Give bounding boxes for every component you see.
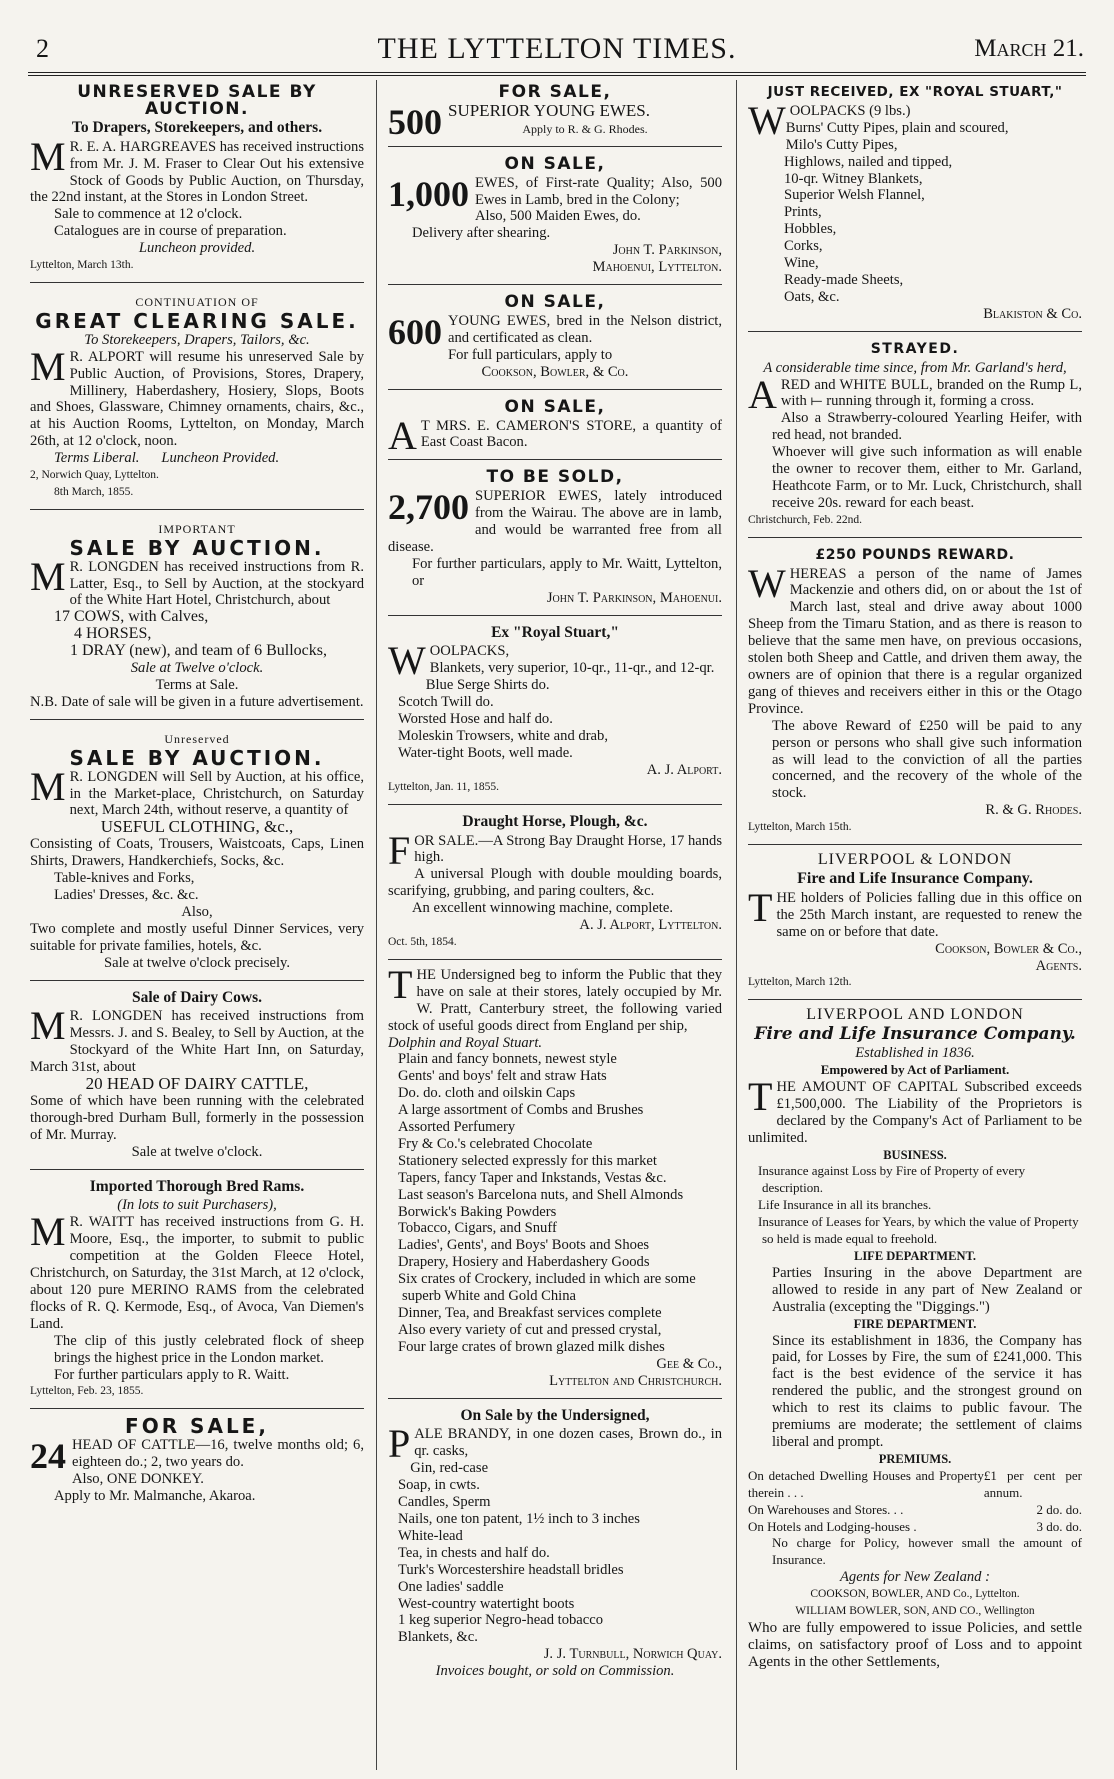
ad-heading: FOR SALE, xyxy=(498,82,612,102)
premium-rate: 2 do. do. xyxy=(1036,1501,1082,1517)
ad-item: Also every variety of cut and pressed crystal, xyxy=(398,1321,662,1338)
ad-item: Plain and fancy bonnets, newest style xyxy=(398,1051,617,1068)
drop-cap: M xyxy=(30,763,66,809)
ad-final-text: Who are fully empowered to issue Policies, and settle claims, on satisfactory proof of Loss and to appoint Agents in the other Settlements, xyxy=(748,1619,1082,1670)
premium-rate: £1 per cent per annum. xyxy=(983,1467,1082,1500)
ad-signature: A. J. Alport. xyxy=(646,761,722,778)
ad-2700-ewes xyxy=(388,465,722,610)
ad-heading: GREAT CLEARING SALE. xyxy=(35,308,359,333)
ad-line: The above Reward of £250 will be paid to any person or persons who shall give such information as will lead to the conviction of all the parties concerned, and the recovery of the whole of the stock. xyxy=(772,717,1082,802)
ad-draught-horse xyxy=(388,810,722,955)
ad-line: The clip of this justly celebrated flock of sheep brings the highest price in the London market. xyxy=(54,1332,364,1366)
ad-divider xyxy=(30,980,364,981)
agents-heading: Agents for New Zealand : xyxy=(840,1569,990,1586)
ad-body: R. WAITT has received instructions from G. H. Moore, Esq., the importer, to submit to public competition at the Golden Fleece Hotel, Christchurch, on Saturday, the 31st March, at 12 o'clock, about 120 pure MERINO RAMS from the celebrated flocks of R. Q. Kermode, Esq., of Avoca, Van Diemen's Land. xyxy=(30,1214,364,1332)
ad-body: HE AMOUNT OF CAPITAL Subscribed exceeds £1,500,000. The Liability of the Proprietors is declared by the Company's Act of Parliament to be unlimited. xyxy=(748,1078,1082,1146)
business-item: Insurance of Leases for Years, by which the value of Property so held is made equal to freehold. xyxy=(758,1214,1079,1247)
ad-item: Drapery, Hosiery and Haberdashery Goods xyxy=(398,1254,650,1271)
ad-heading: Draught Horse, Plough, &c. xyxy=(462,812,648,830)
ad-heading: LIVERPOOL AND LONDON xyxy=(806,1006,1024,1024)
ad-250-reward xyxy=(748,543,1082,840)
fire-heading: FIRE DEPARTMENT. xyxy=(853,1316,977,1331)
ad-longden-clothing xyxy=(30,725,364,976)
ad-divider xyxy=(30,509,364,510)
ad-hargreaves-auction xyxy=(30,80,364,278)
ad-item: 17 COWS, with Calves, xyxy=(54,608,209,626)
ad-heading: ON SALE, xyxy=(504,153,606,174)
ad-subheading: (In lots to suit Purchasers), xyxy=(117,1197,277,1214)
ad-divider xyxy=(388,284,722,285)
ad-line: For further particulars, apply to Mr. Waitt, Lyttelton, or xyxy=(412,555,722,589)
ad-line: Also a Strawberry-coloured Yearling Heifer, with red head, not branded. xyxy=(772,410,1082,444)
life-text: Parties Insuring in the above Department are allowed to reside in any part of New Zealand or Australia (excepting the "Diggings.") xyxy=(772,1264,1082,1315)
ad-item: Nails, one ton patent, 1½ inch to 3 inches xyxy=(398,1510,640,1527)
ad-heading: SALE BY AUCTION. xyxy=(69,535,325,560)
ad-item: A large assortment of Combs and Brushes xyxy=(398,1102,644,1119)
ad-divider xyxy=(748,999,1082,1000)
ad-gee-and-co xyxy=(388,961,722,1394)
big-number: 2,700 xyxy=(388,487,469,528)
ad-heading: TO BE SOLD, xyxy=(486,467,624,488)
ad-item: 1 keg superior Negro-head tobacco xyxy=(398,1612,604,1629)
ad-liverpool-policies xyxy=(748,850,1082,995)
ad-item: Hobbles, xyxy=(784,221,837,238)
ad-line: Two complete and mostly useful Dinner Services, very suitable for private families, hotels, &c. xyxy=(30,920,364,954)
business-item: Insurance against Loss by Fire of Property of every description. xyxy=(758,1163,1026,1196)
ad-heading: £250 POUNDS REWARD. xyxy=(815,546,1015,563)
ad-divider xyxy=(748,537,1082,538)
ad-dateline: Lyttelton, March 15th. xyxy=(748,821,852,834)
ad-item: 4 HORSES, xyxy=(74,625,152,643)
agent-line: COOKSON, BOWLER, AND Co., Lyttelton. xyxy=(810,1588,1020,1601)
ad-body: R. LONGDEN has received instructions from Messrs. J. and S. Bealey, to Sell by Auction, at the Stockyard of the White Hart Inn, on Saturday, March 31st, about xyxy=(30,1008,364,1076)
ad-luncheon: Luncheon Provided. xyxy=(161,450,280,467)
big-number: 1,000 xyxy=(388,173,469,214)
ad-item: West-country watertight boots xyxy=(398,1595,575,1612)
ad-item: Burns' Cutty Pipes, plain and scoured, xyxy=(785,119,1009,136)
ad-line: Blankets, very superior, 10-qr., 11-qr., and 12-qr. xyxy=(429,660,715,677)
ad-divider xyxy=(748,844,1082,845)
ad-heading: LIVERPOOL & LONDON xyxy=(817,851,1013,869)
ad-line: A universal Plough with double moulding boards, scarifying, grubbing, and paring coulters, &c. xyxy=(388,866,722,900)
ad-divider xyxy=(30,719,364,720)
ad-line: Apply to R. & G. Rhodes. xyxy=(522,121,648,136)
ad-divider xyxy=(388,1398,722,1399)
ad-body: SUPERIOR EWES, lately introduced from the Wairau. The above are in lamb, and would be warranted free from all disease. xyxy=(388,488,722,555)
ad-dateline: Lyttelton, March 12th. xyxy=(748,976,852,989)
fire-text: Since its establishment in 1836, the Company has paid, for Losses by Fire, the sum of £241,000. This fact is the best evidence of the service it has rendered the public, and the strongest ground on which to rest its claims to public favour. The premiums are moderate; the settlement of claims liberal and prompt. xyxy=(772,1332,1082,1450)
ad-cameron-bacon xyxy=(388,395,722,456)
ad-signature: Lyttelton and Christchurch. xyxy=(549,1372,722,1389)
ad-heading: ON SALE, xyxy=(504,292,606,313)
premium-label: On detached Dwelling Houses and Property therein . . . xyxy=(748,1467,984,1500)
ad-line: For further particulars apply to R. Waitt. xyxy=(54,1366,290,1383)
ad-item: Water-tight Boots, well made. xyxy=(398,744,573,761)
ad-signature: John T. Parkinson, xyxy=(612,242,722,259)
big-number: 600 xyxy=(388,311,442,352)
ad-item: Ladies', Gents', and Boys' Boots and Shoes xyxy=(398,1237,650,1254)
ad-item: Sale at Twelve o'clock. xyxy=(130,660,264,677)
ad-item: White-lead xyxy=(398,1527,463,1544)
ad-liverpool-insurance xyxy=(748,1005,1082,1674)
ad-longden-latter xyxy=(30,515,364,715)
ad-signature: Mahoenui, Lyttelton. xyxy=(592,259,722,276)
drop-cap: M xyxy=(30,1209,66,1255)
ad-divider xyxy=(388,146,722,147)
drop-cap: W xyxy=(748,97,786,143)
ad-line: For full particulars, apply to xyxy=(448,346,613,363)
ad-line: Some of which have been running with the celebrated thorough-bred Durham Bull, formerly in the possession of Mr. Murray. xyxy=(30,1092,364,1143)
ad-line: Sale at twelve o'clock. xyxy=(131,1143,263,1160)
ad-line: Catalogues are in course of preparation. xyxy=(54,223,287,240)
ad-body: HE holders of Policies falling due in this office on the 25th March instant, are requested to renew the same on or before that date. xyxy=(776,889,1082,940)
premium-rate: 3 do. do. xyxy=(1036,1518,1082,1534)
ad-terms: Terms Liberal. xyxy=(54,450,140,467)
ad-dateline: Lyttelton, March 13th. xyxy=(30,259,134,272)
ad-item: Superior Welsh Flannel, xyxy=(784,187,925,204)
ad-signature: J. J. Turnbull, Norwich Quay. xyxy=(543,1646,722,1663)
ad-item: 10-qr. Witney Blankets, xyxy=(784,170,923,187)
ad-body: R. LONGDEN has received instructions from R. Latter, Esq., to Sell by Auction, at the stockyard of the White Hart Hotel, Christchurch, about xyxy=(69,558,364,609)
ad-body: R. E. A. HARGREAVES has received instructions from Mr. J. M. Fraser to Clear Out his extensive Stock of Goods by Public Auction, on Thursday, the 22nd instant, at the Stores in London Street. xyxy=(30,138,364,206)
column-2 xyxy=(388,80,722,1770)
ad-signature: Cookson, Bowler & Co., xyxy=(935,940,1082,957)
column-rule-1 xyxy=(376,80,377,1770)
ad-1000-ewes xyxy=(388,152,722,280)
newspaper-title: THE LYTTELTON TIMES. xyxy=(377,32,737,65)
ad-signature: R. & G. Rhodes. xyxy=(985,802,1082,819)
drop-cap: T xyxy=(748,884,773,930)
ad-divider xyxy=(30,1169,364,1170)
ad-big-line: USEFUL CLOTHING, &c., xyxy=(100,817,294,837)
ad-item: Ready-made Sheets, xyxy=(784,271,904,288)
drop-cap: W xyxy=(388,638,426,684)
ad-item: Six crates of Crockery, included in which are some superb White and Gold China xyxy=(398,1271,696,1305)
ad-address: 2, Norwich Quay, Lyttelton. xyxy=(30,469,159,482)
ad-body: R. LONGDEN will Sell by Auction, at his office, in the Market-place, Christchurch, on Saturday next, March 24th, without reserve, a quantity of xyxy=(69,768,364,819)
ad-divider xyxy=(388,459,722,460)
ad-turnbull-brandy xyxy=(388,1404,722,1685)
ad-divider xyxy=(388,615,722,616)
ad-strayed-bull xyxy=(748,337,1082,533)
ad-heading: FOR SALE, xyxy=(125,1414,269,1439)
ad-line: Whoever will give such information as will enable the owner to recover them, either to Mr. Garland, Heathcote Farm, or to Mr. Luck, Christchurch, shall receive 20s. reward for each beast. xyxy=(772,444,1082,511)
ad-note: N.B. Date of sale will be given in a future advertisement. xyxy=(30,693,364,710)
ad-dateline: 8th March, 1855. xyxy=(54,485,134,498)
ad-signature: A. J. Alport, Lyttelton. xyxy=(579,917,722,934)
ad-dateline: Christchurch, Feb. 22nd. xyxy=(748,513,863,526)
drop-cap: A xyxy=(388,412,417,458)
premium-note: No charge for Policy, however small the amount of Insurance. xyxy=(772,1535,1082,1568)
column-rule-2 xyxy=(736,80,737,1770)
ad-item: Turk's Worcestershire headstall bridles xyxy=(398,1561,624,1578)
ad-heading: Ex "Royal Stuart," xyxy=(491,623,619,641)
ad-heading: ON SALE, xyxy=(504,396,606,417)
ad-body: EWES, of First-rate Quality; Also, 500 Ewes in Lamb, bred in the Colony; xyxy=(475,174,722,208)
ad-body: HE Undersigned beg to inform the Public that they have on sale at their stores, lately occupied by Mr. W. Pratt, Canterbury street, the following varied stock of useful goods direct from England per ship, xyxy=(388,966,722,1034)
business-heading: BUSINESS. xyxy=(883,1147,947,1162)
masthead xyxy=(28,30,1086,70)
ad-ships: Dolphin and Royal Stuart. xyxy=(388,1034,543,1051)
ad-divider xyxy=(388,804,722,805)
ad-item: Tapers, fancy Taper and Inkstands, Vestas &c. xyxy=(398,1169,667,1186)
ad-item: Borwick's Baking Powders xyxy=(398,1203,557,1220)
ad-heading: UNRESERVED SALE BY AUCTION. xyxy=(77,82,317,119)
ad-signature: Cookson, Bowler, & Co. xyxy=(481,363,629,380)
masthead-rule xyxy=(28,72,1086,80)
ad-established: Established in 1836. xyxy=(855,1045,975,1062)
ad-item: Tobacco, Cigars, and Snuff xyxy=(398,1220,557,1237)
premiums-heading: PREMIUMS. xyxy=(878,1451,952,1466)
column-3 xyxy=(748,80,1082,1770)
ad-item: Terms at Sale. xyxy=(155,677,239,693)
ad-dateline: Lyttelton, Jan. 11, 1855. xyxy=(388,780,500,793)
ad-item: Moleskin Trowsers, white and drab, xyxy=(398,728,608,744)
ad-body: YOUNG EWES, bred in the Nelson district, and certificated as clean. xyxy=(448,312,722,346)
premium-label: On Hotels and Lodging-houses . xyxy=(748,1518,917,1534)
page-number: 2 xyxy=(36,34,49,63)
drop-cap: M xyxy=(30,553,66,599)
ad-body: OOLPACKS, xyxy=(429,643,510,660)
drop-cap: T xyxy=(748,1073,773,1119)
business-item: Life Insurance in all its branches. xyxy=(758,1197,932,1213)
issue-date: March 21. xyxy=(974,35,1084,62)
drop-cap: F xyxy=(388,827,411,873)
ad-item: Blankets, &c. xyxy=(398,1629,478,1646)
ad-merino-rams xyxy=(30,1175,364,1405)
ad-body: RED and WHITE BULL, branded on the Rump L, with ⟝ running through it, forming a cross. xyxy=(780,376,1082,410)
ad-line: Also, xyxy=(181,903,213,920)
ad-body: SUPERIOR YOUNG EWES. xyxy=(448,100,650,120)
ad-list: Consisting of Coats, Trousers, Waistcoats, Caps, Linen Shirts, Drawers, Handkerchiefs, Socks, &c. xyxy=(30,836,364,870)
ad-item: Highlows, nailed and tipped, xyxy=(784,153,953,170)
ad-signature: Blakiston & Co. xyxy=(983,305,1082,322)
ad-divider xyxy=(388,389,722,390)
ad-line: Apply to Mr. Malmanche, Akaroa. xyxy=(54,1487,256,1504)
ad-divider xyxy=(388,959,722,960)
column-1 xyxy=(30,80,364,1770)
ad-item: Scotch Twill do. xyxy=(398,694,494,711)
ad-item: Last season's Barcelona nuts, and Shell Almonds xyxy=(398,1186,684,1203)
ad-divider xyxy=(30,282,364,283)
ad-line: Luncheon provided. xyxy=(138,240,256,257)
ad-heading: STRAYED. xyxy=(870,340,960,357)
ad-item: Fry & Co.'s celebrated Chocolate xyxy=(398,1135,593,1152)
drop-cap: P xyxy=(388,1421,411,1467)
ad-subheading: Fire and Life Insurance Company. xyxy=(797,869,1033,887)
drop-cap: A xyxy=(748,371,777,417)
ad-subheading: To Storekeepers, Drapers, Tailors, &c. xyxy=(84,331,310,348)
ad-heading: SALE BY AUCTION. xyxy=(69,745,325,770)
agent-line: WILLIAM BOWLER, SON, AND CO., Wellington xyxy=(795,1605,1035,1618)
ad-line: Also, 500 Maiden Ewes, do. xyxy=(475,208,641,225)
drop-cap: M xyxy=(30,1003,66,1049)
ad-signature: Gee & Co., xyxy=(656,1355,722,1372)
ad-signature: John T. Parkinson, Mahoenui. xyxy=(546,589,722,606)
ad-line: Ladies' Dresses, &c. &c. xyxy=(54,886,199,903)
ad-item: Do. do. cloth and oilskin Caps xyxy=(398,1085,576,1102)
ad-item: Wine, xyxy=(784,255,819,272)
ad-body: OOLPACKS (9 lbs.) xyxy=(789,102,911,119)
ad-blackletter-title: Fire and Life Insurance Company. xyxy=(754,1024,1076,1045)
ad-item: Worsted Hose and half do. xyxy=(398,711,553,728)
ad-dateline: Lyttelton, Feb. 23, 1855. xyxy=(30,1385,144,1398)
ad-alport-clearing-sale xyxy=(30,288,364,505)
ad-item: Prints, xyxy=(784,204,822,221)
ad-item: Gents' and boys' felt and straw Hats xyxy=(398,1068,607,1085)
ad-line: An excellent winnowing machine, complete. xyxy=(412,900,673,917)
drop-cap: T xyxy=(388,961,413,1007)
ad-line: Table-knives and Forks, xyxy=(54,870,195,887)
ad-body: HEREAS a person of the name of James Mackenzie and others did, on or about the 1st of March last, steal and drive away about 1000 Sheep from the Timaru Station, and as there is reason to believe that the same men have, on previous occasions, stolen both Sheep and Cattle, and driven them away, the owners are of opinion that there is a regular organized gang of thieves and receivers either in this or the Otago Province. xyxy=(748,565,1082,717)
ad-big-line: 20 HEAD OF DAIRY CATTLE, xyxy=(85,1074,309,1094)
ad-kicker: IMPORTANT xyxy=(158,521,236,536)
ad-signature: Agents. xyxy=(1035,957,1082,974)
ad-item: Tea, in chests and half do. xyxy=(398,1544,550,1561)
ad-blakiston-woolpacks xyxy=(748,80,1082,327)
ad-item: Gin, red-case xyxy=(410,1460,489,1477)
drop-cap: W xyxy=(748,560,786,606)
ad-body: T MRS. E. CAMERON'S STORE, a quantity of East Coast Bacon. xyxy=(420,417,722,451)
life-heading: LIFE DEPARTMENT. xyxy=(853,1249,977,1263)
ad-body: HEAD OF CATTLE—16, twelve months old; 6, eighteen do.; 2, two years do. xyxy=(72,1437,364,1471)
ad-heading: Sale of Dairy Cows. xyxy=(131,988,263,1006)
ad-line: Sale at twelve o'clock precisely. xyxy=(103,954,291,971)
ad-item: Assorted Perfumery xyxy=(398,1119,516,1136)
ad-item: One ladies' saddle xyxy=(398,1578,504,1595)
ad-divider xyxy=(30,1408,364,1409)
ad-item: Milo's Cutty Pipes, xyxy=(785,136,898,153)
ad-item: Stationery selected expressly for this market xyxy=(398,1152,657,1169)
ad-line: Also, ONE DONKEY. xyxy=(72,1471,204,1488)
ad-line: Sale to commence at 12 o'clock. xyxy=(54,206,243,223)
ad-item: 1 DRAY (new), and team of 6 Bullocks, xyxy=(70,642,327,660)
drop-cap: M xyxy=(30,133,66,179)
ad-divider xyxy=(748,331,1082,332)
ad-woolpacks-alport xyxy=(388,621,722,800)
premium-label: On Warehouses and Stores. . . xyxy=(748,1501,904,1517)
ad-500-ewes xyxy=(388,80,722,142)
big-number: 500 xyxy=(388,101,442,142)
ad-item: Oats, &c. xyxy=(784,288,840,305)
ad-heading: JUST RECEIVED, EX "ROYAL STUART," xyxy=(767,84,1063,100)
ad-kicker: Unreserved xyxy=(164,731,230,746)
ad-footer: Invoices bought, or sold on Commission. xyxy=(435,1663,675,1680)
ad-600-ewes xyxy=(388,290,722,385)
ad-item: Soap, in cwts. xyxy=(398,1477,480,1494)
ad-body: R. ALPORT will resume his unreserved Sale by Public Auction, of Provisions, Stores, Drapery, Millinery, Haberdashery, Hosiery, Slops, Boots and Shoes, Glassware, Chimney ornaments, chairs, &c., at his Auction Rooms, Lyttelton, on Monday, March 26th, at 12 o'clock, noon. xyxy=(30,348,364,450)
ad-cattle-for-sale xyxy=(30,1414,364,1509)
ad-subheading: To Drapers, Storekeepers, and others. xyxy=(71,118,323,136)
ad-heading: Imported Thorough Bred Rams. xyxy=(89,1177,305,1195)
ad-dateline: Oct. 5th, 1854. xyxy=(388,935,457,948)
ad-line: Delivery after shearing. xyxy=(412,225,551,242)
ad-subheading: A considerable time since, from Mr. Garland's herd, xyxy=(763,359,1067,376)
ad-kicker: CONTINUATION OF xyxy=(135,294,259,309)
ad-item: Four large crates of brown glazed milk dishes xyxy=(398,1338,665,1355)
ad-body: ALE BRANDY, in one dozen cases, Brown do., in qr. casks, xyxy=(414,1426,722,1460)
ad-dairy-cows xyxy=(30,986,364,1165)
ad-item: Dinner, Tea, and Breakfast services complete xyxy=(398,1305,662,1321)
ad-empowered: Empowered by Act of Parliament. xyxy=(820,1062,1010,1078)
drop-cap: M xyxy=(30,343,66,389)
ad-item: Corks, xyxy=(784,238,823,255)
big-number: 24 xyxy=(30,1436,66,1477)
ad-body: OR SALE.—A Strong Bay Draught Horse, 17 hands high. xyxy=(414,832,722,866)
ad-heading: On Sale by the Undersigned, xyxy=(460,1406,650,1424)
ad-item: Candles, Sperm xyxy=(398,1494,491,1511)
ad-item: Blue Serge Shirts do. xyxy=(425,677,550,694)
